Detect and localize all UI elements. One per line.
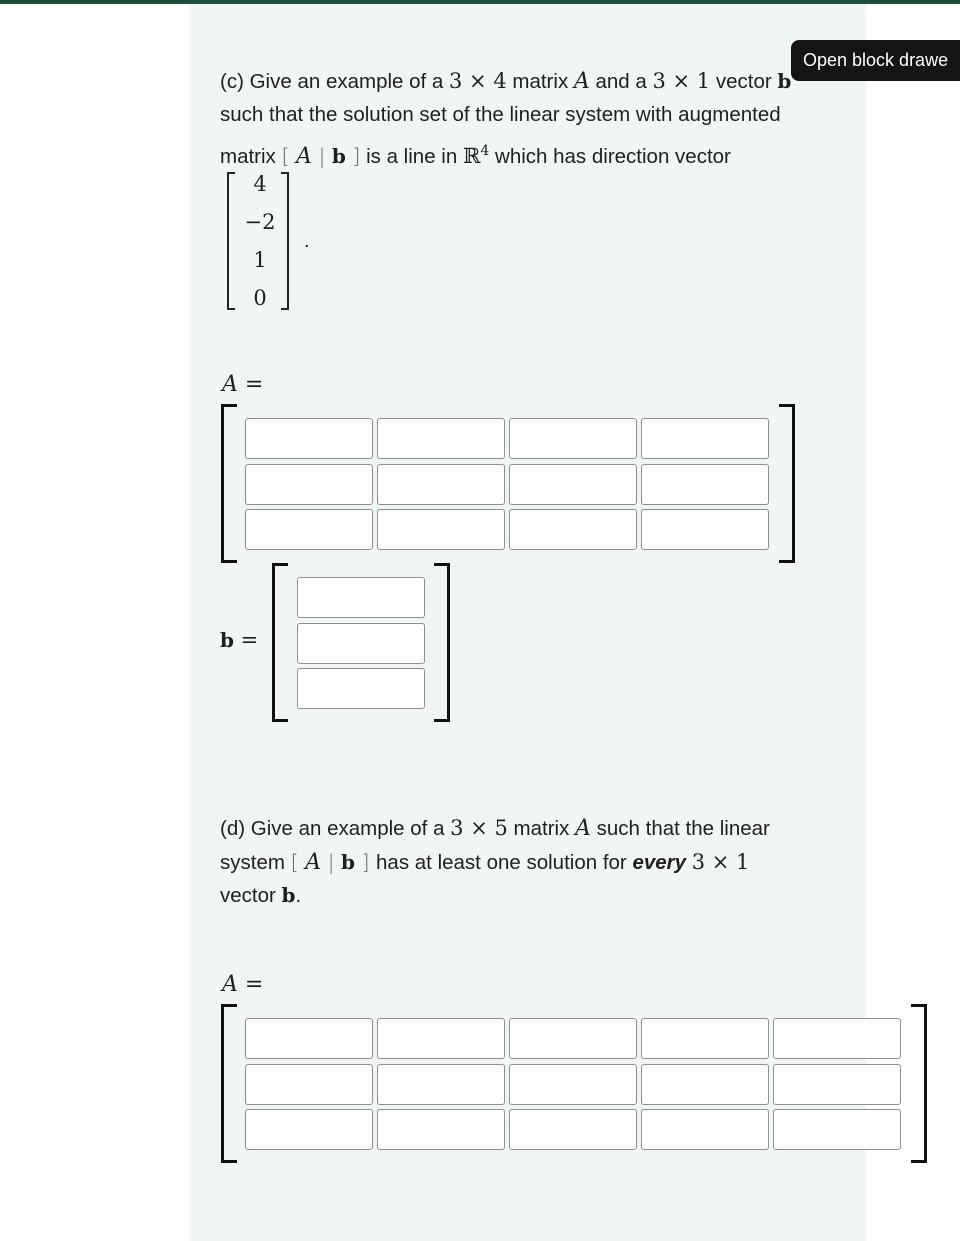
vector-entry-2: −2	[244, 210, 276, 234]
part-d-matrix-a-input-r1-c4[interactable]	[641, 1018, 769, 1059]
part-c-matrix-a-input-r2-c3[interactable]	[509, 464, 637, 505]
open-block-drawer-button[interactable]: Open block drawe	[791, 40, 960, 81]
part-c-vector-b-input-r2-c1[interactable]	[297, 623, 425, 664]
part-d-matrix-a-label: A =	[222, 972, 264, 997]
part-c-line-3: matrix [ A | b ] is a line in ℝ$^4$ which has direction vector	[220, 143, 731, 169]
part-d-matrix-a-input-r2-c5[interactable]	[773, 1064, 901, 1105]
vector-entry-4: 0	[253, 286, 267, 310]
part-d-matrix-a-input-r2-c1[interactable]	[245, 1064, 373, 1105]
part-c-vector-b-input-r1-c1[interactable]	[297, 577, 425, 618]
part-d-matrix-a-input-r1-c5[interactable]	[773, 1018, 901, 1059]
vector-period: .	[304, 230, 310, 252]
part-d-matrix-a-input-r2-c3[interactable]	[509, 1064, 637, 1105]
part-c-vector-b-right-bracket	[434, 563, 450, 722]
vector-left-bracket	[227, 172, 235, 310]
vector-entry-1: 4	[253, 172, 267, 196]
part-d-matrix-a-input-r3-c3[interactable]	[509, 1109, 637, 1150]
part-d-matrix-a-input-r3-c5[interactable]	[773, 1109, 901, 1150]
part-c-matrix-a-left-bracket	[221, 404, 237, 563]
part-c-matrix-a-label: A =	[222, 372, 264, 397]
part-c-vector-b-left-bracket	[272, 563, 288, 722]
part-d-matrix-a-input-r2-c2[interactable]	[377, 1064, 505, 1105]
part-c-matrix-a-input-r2-c2[interactable]	[377, 464, 505, 505]
part-c-matrix-a-input-r2-c1[interactable]	[245, 464, 373, 505]
part-c-matrix-a-input-r1-c1[interactable]	[245, 418, 373, 459]
part-c-matrix-a-input-r2-c4[interactable]	[641, 464, 769, 505]
part-d-matrix-a-input-r3-c4[interactable]	[641, 1109, 769, 1150]
part-d-line-1: (d) Give an example of a 3 × 5 matrix A such that the linear	[220, 816, 770, 841]
part-d-matrix-a-input-r3-c2[interactable]	[377, 1109, 505, 1150]
direction-vector	[222, 168, 310, 312]
part-c-line-2: such that the solution set of the linear system with augmented	[220, 103, 781, 126]
part-c-vector-b-input-r3-c1[interactable]	[297, 668, 425, 709]
part-d-matrix-a-input-r3-c1[interactable]	[245, 1109, 373, 1150]
part-c-matrix-a-input-r1-c4[interactable]	[641, 418, 769, 459]
part-c-matrix-a-input-r1-c2[interactable]	[377, 418, 505, 459]
part-c-matrix-a-input-r3-c2[interactable]	[377, 509, 505, 550]
part-d-line-2: system [ A | b ] has at least one solution for every 3 × 1	[220, 850, 750, 875]
part-c-line-1: (c) Give an example of a 3 × 4 matrix A and a 3 × 1 vector b	[220, 69, 792, 94]
part-c-matrix-a-input-r3-c4[interactable]	[641, 509, 769, 550]
part-d-matrix-a-left-bracket	[221, 1004, 237, 1163]
part-d-matrix-a-input-r1-c3[interactable]	[509, 1018, 637, 1059]
part-c-vector-b-label: b =	[220, 628, 259, 652]
part-c-matrix-a-input-r3-c3[interactable]	[509, 509, 637, 550]
part-d-matrix-a-input-r1-c1[interactable]	[245, 1018, 373, 1059]
part-d-matrix-a-right-bracket	[911, 1004, 927, 1163]
vector-entry-3: 1	[253, 248, 267, 272]
part-c-matrix-a-input-r3-c1[interactable]	[245, 509, 373, 550]
part-c-matrix-a-input-r1-c3[interactable]	[509, 418, 637, 459]
vector-right-bracket	[281, 172, 289, 310]
part-d-matrix-a-input-r2-c4[interactable]	[641, 1064, 769, 1105]
part-d-line-3: vector b.	[220, 883, 302, 907]
part-c-matrix-a-right-bracket	[779, 404, 795, 563]
part-d-matrix-a-input-r1-c2[interactable]	[377, 1018, 505, 1059]
